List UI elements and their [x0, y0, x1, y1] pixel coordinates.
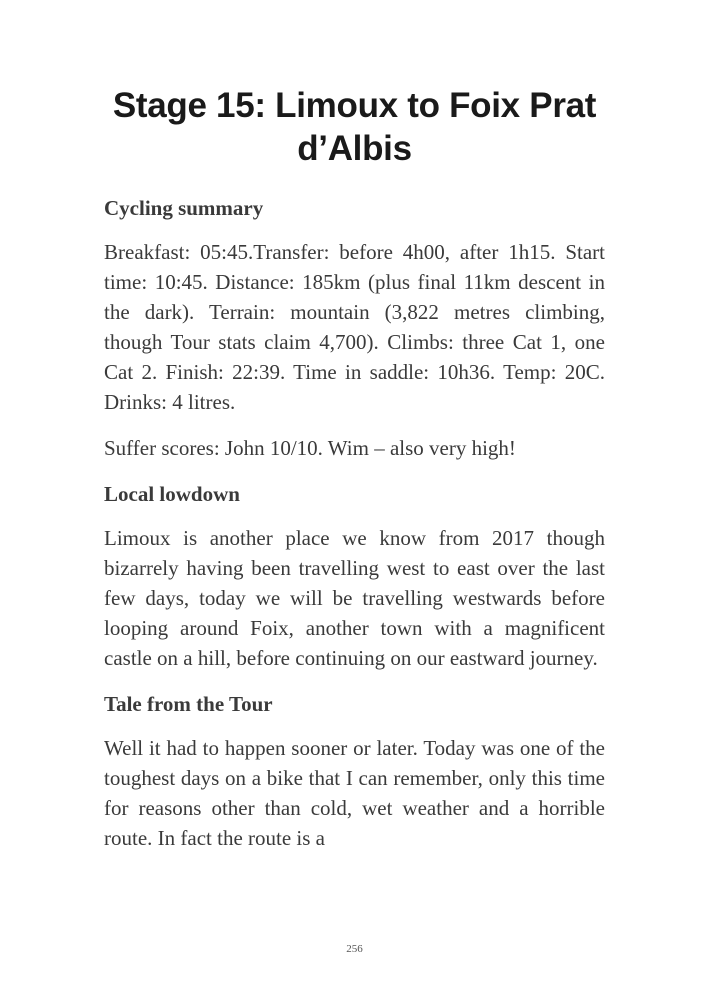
- suffer-scores-paragraph: Suffer scores: John 10/10. Wim – also very high!: [104, 436, 516, 460]
- section-heading-cycling-summary: Cycling summary: [104, 196, 264, 220]
- local-lowdown-paragraph: Limoux is another place we know from 2017 though bizarrely having been travelling west to east over the last few days, today we will be travelling westwards before looping around Foix, another town with a magnificent castle on a hill, before continuing on our eastward journey.: [104, 526, 605, 670]
- page-number: 256: [346, 943, 363, 955]
- tale-from-the-tour-paragraph: Well it had to happen sooner or later. Today was one of the toughest days on a bike that I can remember, only this time for reasons other than cold, wet weather and a horrible route. In fact the route is a: [104, 736, 605, 850]
- page-title: Stage 15: Limoux to Foix Prat d’Albis: [112, 86, 597, 168]
- section-heading-tale-from-the-tour: Tale from the Tour: [104, 692, 273, 716]
- section-heading-local-lowdown: Local lowdown: [104, 482, 240, 506]
- body-text: [104, 193, 605, 853]
- cycling-summary-paragraph: Breakfast: 05:45.Transfer: before 4h00, after 1h15. Start time: 10:45. Distance: 185km (plus final 11km descent in the dark). Terrain: mountain (3,822 metres climbing, though Tour stats claim 4,700). Climbs: three Cat 1, one Cat 2. Finish: 22:39. Time in saddle: 10h36. Temp: 20C. Drinks: 4 litres.: [104, 240, 605, 414]
